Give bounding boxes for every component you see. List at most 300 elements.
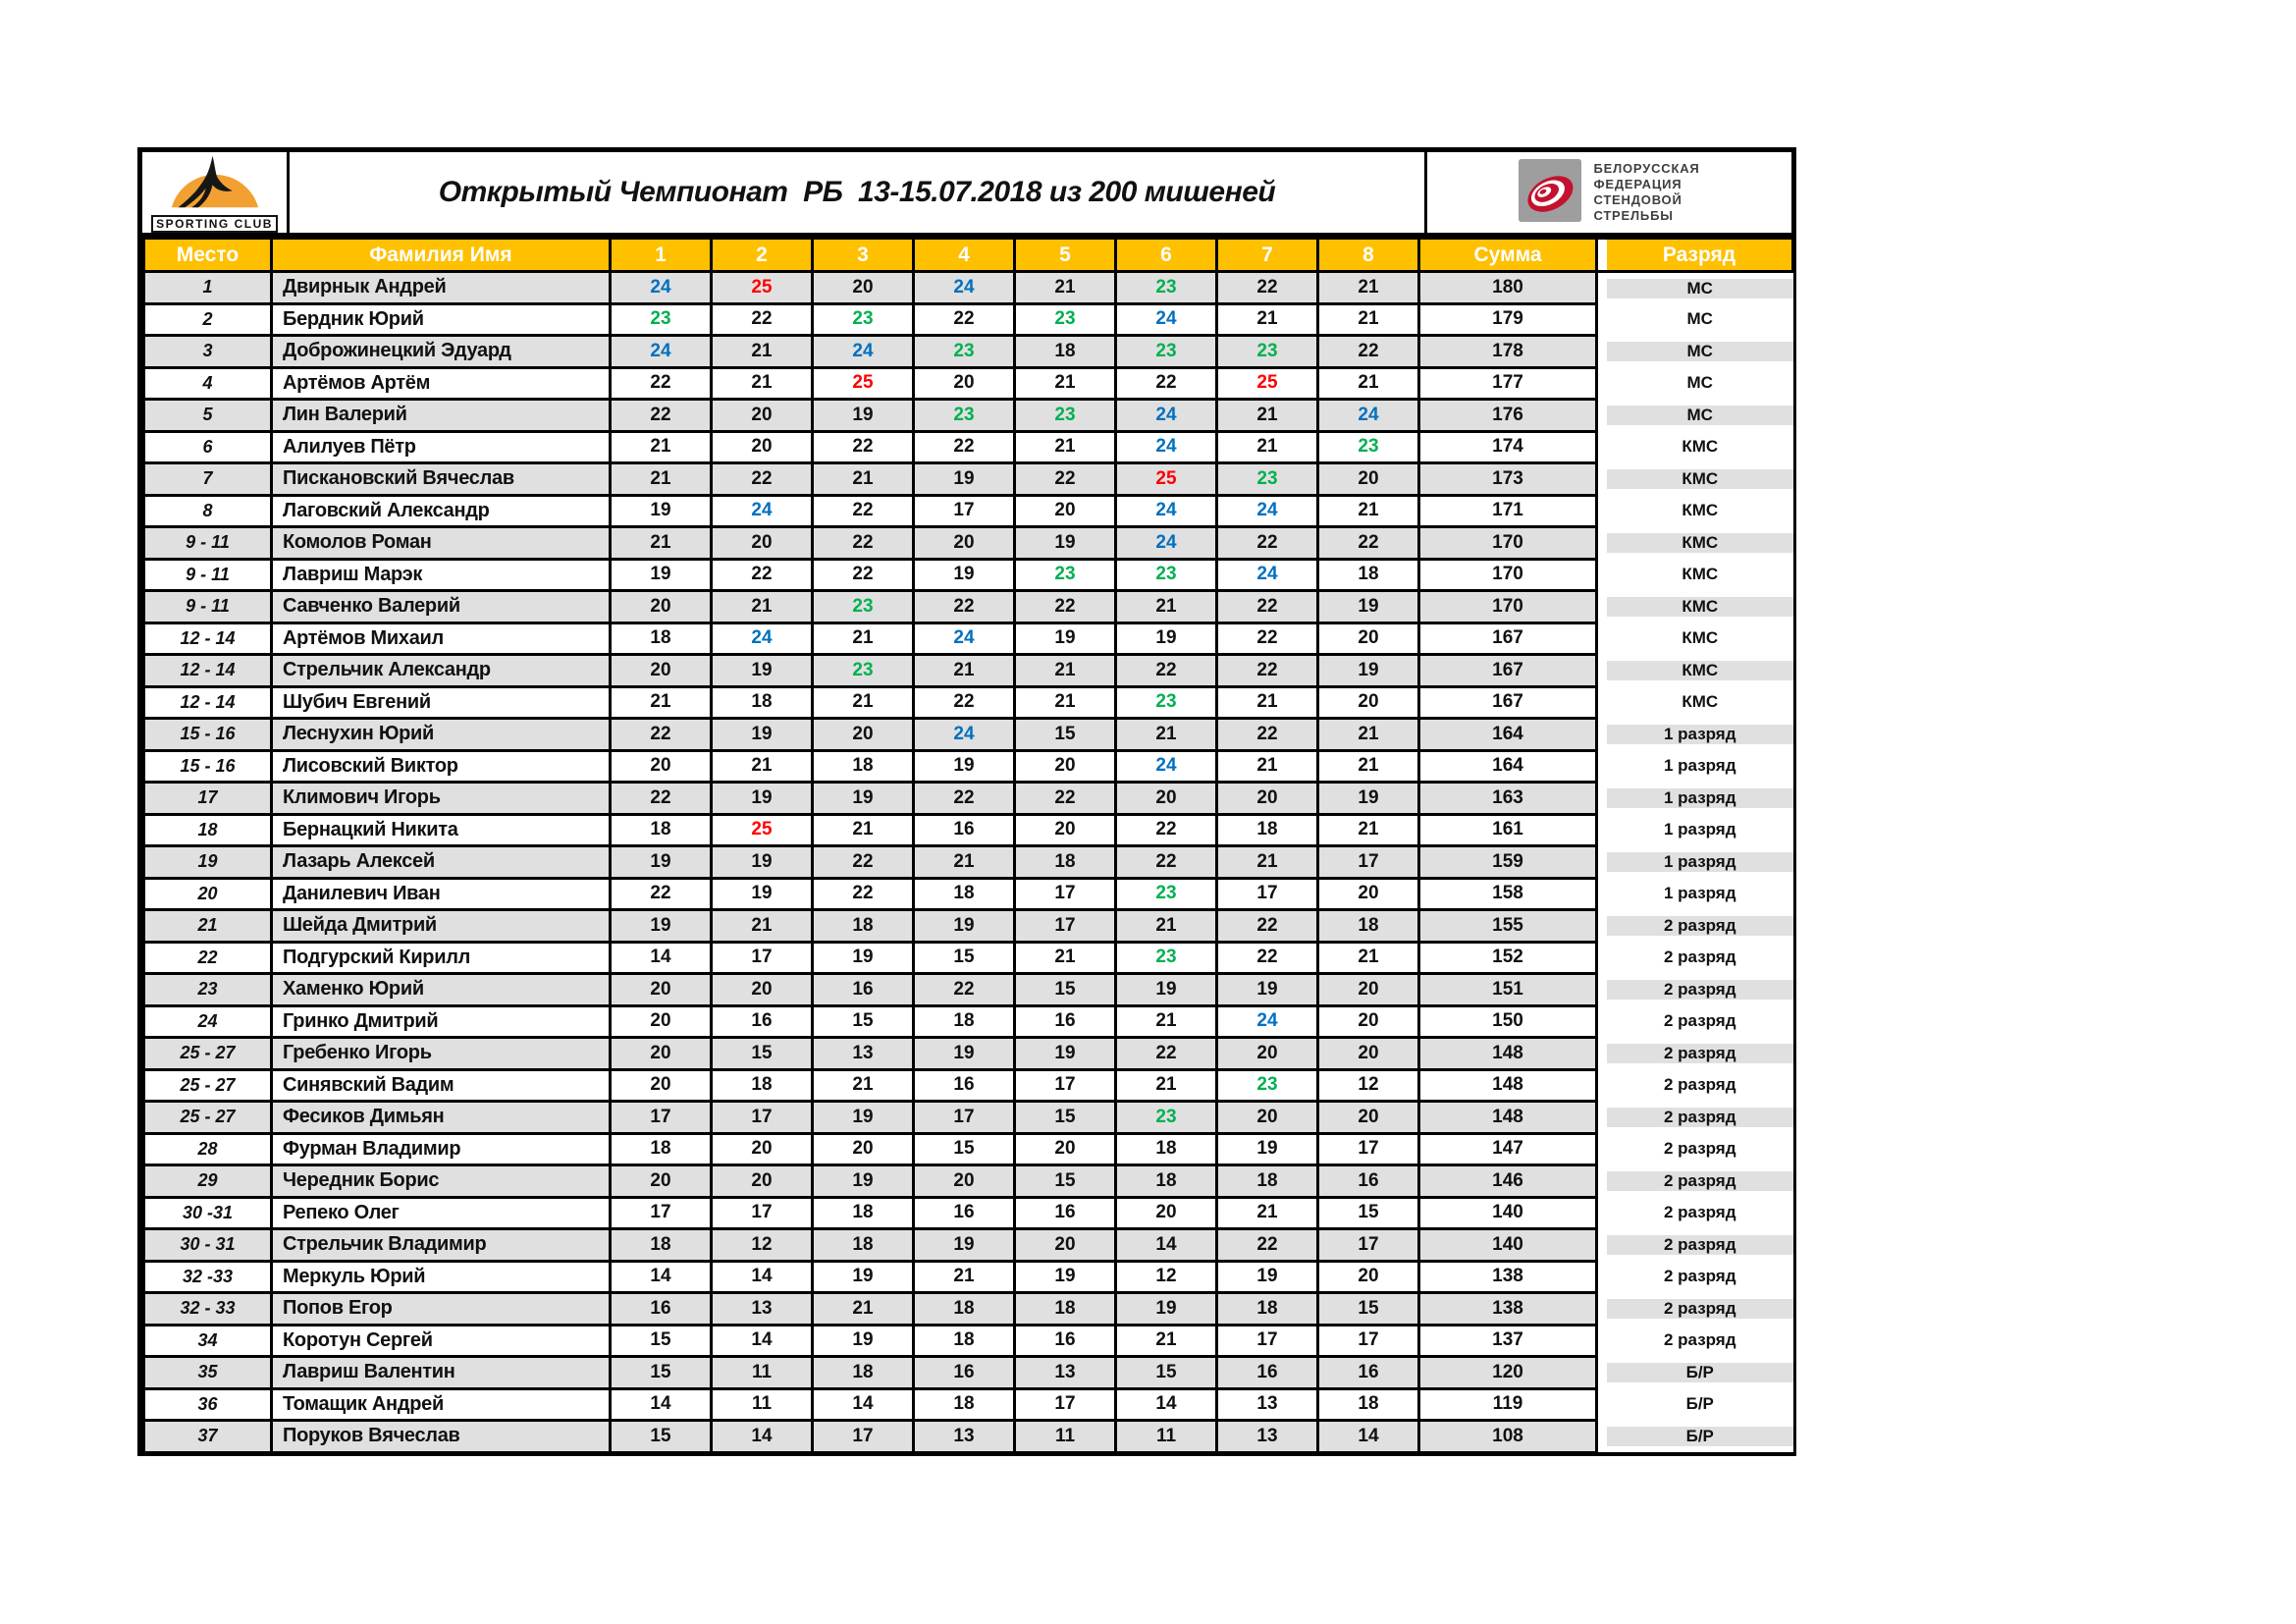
table-header-row [144, 239, 1793, 272]
sum-cell: 163 [1419, 783, 1597, 815]
header-banner [142, 152, 1791, 237]
score-cell: 18 [914, 1005, 1015, 1038]
sum-cell: 159 [1419, 846, 1597, 879]
score-cell: 19 [1217, 974, 1318, 1006]
rank-badge: 2 разряд [1607, 1108, 1793, 1127]
score-cell: 22 [1217, 272, 1318, 304]
score-cell: 18 [1318, 910, 1419, 943]
score-cell: 17 [712, 942, 813, 974]
score-cell: 18 [1318, 559, 1419, 591]
score-cell: 23 [1116, 272, 1217, 304]
score-cell: 23 [914, 336, 1015, 368]
score-cell: 23 [1217, 1069, 1318, 1102]
score-cell: 21 [712, 367, 813, 400]
federation-line: БЕЛОРУССКАЯ [1593, 160, 1700, 176]
place-cell: 8 [144, 495, 272, 527]
score-cell: 12 [712, 1229, 813, 1262]
score-cell: 18 [1015, 336, 1116, 368]
name-cell: Гребенко Игорь [272, 1038, 611, 1070]
sum-cell: 176 [1419, 400, 1597, 432]
score-cell: 17 [914, 1102, 1015, 1134]
score-cell: 14 [611, 1261, 712, 1293]
rank-cell [1597, 431, 1793, 463]
rank-badge: 1 разряд [1607, 756, 1793, 776]
score-cell: 23 [813, 591, 914, 623]
score-cell: 22 [1015, 591, 1116, 623]
rank-badge: КМС [1607, 533, 1793, 553]
rank-cell [1597, 463, 1793, 496]
name-cell: Стрельчик Владимир [272, 1229, 611, 1262]
table-row [144, 367, 1793, 400]
rank-badge: МС [1607, 342, 1793, 361]
score-cell: 18 [611, 814, 712, 846]
score-cell: 22 [1217, 719, 1318, 751]
score-cell: 19 [914, 559, 1015, 591]
col-header-name: Фамилия Имя [272, 239, 611, 272]
score-cell: 21 [1116, 1325, 1217, 1357]
table-row [144, 655, 1793, 687]
score-cell: 18 [914, 878, 1015, 910]
score-cell: 20 [611, 974, 712, 1006]
score-cell: 15 [1015, 974, 1116, 1006]
score-cell: 21 [914, 1261, 1015, 1293]
score-cell: 16 [914, 1357, 1015, 1389]
score-cell: 19 [813, 942, 914, 974]
score-cell: 20 [1318, 463, 1419, 496]
score-cell: 24 [1217, 495, 1318, 527]
sum-cell: 158 [1419, 878, 1597, 910]
score-cell: 21 [914, 655, 1015, 687]
table-row [144, 1357, 1793, 1389]
score-cell: 11 [712, 1357, 813, 1389]
sum-cell: 170 [1419, 527, 1597, 560]
table-row [144, 623, 1793, 655]
rank-badge: КМС [1607, 469, 1793, 489]
score-cell: 23 [914, 400, 1015, 432]
rank-badge: 2 разряд [1607, 1139, 1793, 1159]
rank-badge: Б/Р [1607, 1394, 1793, 1414]
score-cell: 22 [712, 303, 813, 336]
score-cell: 11 [712, 1388, 813, 1421]
score-cell: 20 [1116, 1197, 1217, 1229]
sum-cell: 148 [1419, 1102, 1597, 1134]
sum-cell: 120 [1419, 1357, 1597, 1389]
score-cell: 24 [914, 272, 1015, 304]
score-cell: 18 [813, 750, 914, 783]
federation-name [1593, 161, 1699, 225]
place-cell: 5 [144, 400, 272, 432]
sum-cell: 164 [1419, 750, 1597, 783]
sum-cell: 174 [1419, 431, 1597, 463]
score-cell: 22 [611, 878, 712, 910]
score-cell: 17 [914, 495, 1015, 527]
score-cell: 22 [1217, 655, 1318, 687]
table-row [144, 1388, 1793, 1421]
score-cell: 20 [1318, 686, 1419, 719]
score-cell: 21 [813, 623, 914, 655]
score-cell: 14 [712, 1261, 813, 1293]
score-cell: 21 [1116, 1069, 1217, 1102]
place-cell: 37 [144, 1421, 272, 1453]
sum-cell: 140 [1419, 1229, 1597, 1262]
score-cell: 21 [1217, 846, 1318, 879]
score-cell: 17 [712, 1197, 813, 1229]
score-cell: 18 [712, 686, 813, 719]
score-cell: 20 [914, 1165, 1015, 1198]
name-cell: Хаменко Юрий [272, 974, 611, 1006]
score-cell: 20 [1217, 783, 1318, 815]
place-cell: 17 [144, 783, 272, 815]
table-row [144, 303, 1793, 336]
score-cell: 20 [712, 1165, 813, 1198]
score-cell: 21 [1318, 942, 1419, 974]
score-cell: 18 [1116, 1133, 1217, 1165]
score-cell: 17 [1015, 910, 1116, 943]
table-row [144, 750, 1793, 783]
score-cell: 21 [1318, 719, 1419, 751]
score-cell: 24 [914, 623, 1015, 655]
score-cell: 21 [914, 846, 1015, 879]
score-cell: 25 [1217, 367, 1318, 400]
title-cell [290, 152, 1424, 233]
score-cell: 22 [1015, 463, 1116, 496]
score-cell: 17 [1015, 1069, 1116, 1102]
score-cell: 14 [1318, 1421, 1419, 1453]
table-row [144, 1421, 1793, 1453]
rank-cell [1597, 623, 1793, 655]
score-cell: 21 [1217, 303, 1318, 336]
score-cell: 17 [813, 1421, 914, 1453]
results-table [142, 237, 1794, 1454]
rank-badge: Б/Р [1607, 1427, 1793, 1446]
rank-badge: 1 разряд [1607, 725, 1793, 744]
name-cell: Артёмов Михаил [272, 623, 611, 655]
score-cell: 19 [1015, 623, 1116, 655]
score-cell: 23 [1318, 431, 1419, 463]
score-cell: 22 [1318, 336, 1419, 368]
score-cell: 11 [1116, 1421, 1217, 1453]
score-cell: 12 [1318, 1069, 1419, 1102]
sum-cell: 119 [1419, 1388, 1597, 1421]
score-cell: 17 [1217, 878, 1318, 910]
score-cell: 21 [1318, 814, 1419, 846]
table-row [144, 1005, 1793, 1038]
name-cell: Шубич Евгений [272, 686, 611, 719]
rank-cell [1597, 559, 1793, 591]
score-cell: 24 [1116, 495, 1217, 527]
score-cell: 24 [1217, 1005, 1318, 1038]
rank-cell [1597, 1197, 1793, 1229]
table-row [144, 495, 1793, 527]
name-cell: Стрельчик Александр [272, 655, 611, 687]
score-cell: 19 [1217, 1133, 1318, 1165]
sum-cell: 147 [1419, 1133, 1597, 1165]
rank-cell [1597, 1388, 1793, 1421]
score-cell: 23 [1015, 400, 1116, 432]
rank-cell [1597, 1293, 1793, 1326]
score-cell: 18 [1015, 846, 1116, 879]
score-cell: 20 [1318, 1005, 1419, 1038]
score-cell: 22 [813, 559, 914, 591]
score-cell: 13 [914, 1421, 1015, 1453]
rank-cell [1597, 272, 1793, 304]
table-row [144, 1069, 1793, 1102]
score-cell: 18 [813, 1197, 914, 1229]
name-cell: Данилевич Иван [272, 878, 611, 910]
place-cell: 30 -31 [144, 1197, 272, 1229]
sum-cell: 148 [1419, 1069, 1597, 1102]
table-row [144, 1133, 1793, 1165]
rank-badge: КМС [1607, 597, 1793, 617]
federation-line: СТЕНДОВОЙ [1593, 192, 1682, 207]
place-cell: 20 [144, 878, 272, 910]
place-cell: 9 - 11 [144, 527, 272, 560]
sum-cell: 170 [1419, 559, 1597, 591]
results-sheet [137, 147, 1796, 1456]
rank-cell [1597, 400, 1793, 432]
score-cell: 16 [712, 1005, 813, 1038]
name-cell: Фесиков Димьян [272, 1102, 611, 1134]
place-cell: 3 [144, 336, 272, 368]
name-cell: Климович Игорь [272, 783, 611, 815]
score-cell: 18 [813, 910, 914, 943]
col-header-round2: 2 [712, 239, 813, 272]
rank-cell [1597, 303, 1793, 336]
score-cell: 19 [712, 878, 813, 910]
score-cell: 19 [914, 750, 1015, 783]
score-cell: 22 [1217, 623, 1318, 655]
rank-badge: КМС [1607, 692, 1793, 712]
name-cell: Савченко Валерий [272, 591, 611, 623]
score-cell: 20 [712, 431, 813, 463]
rank-cell [1597, 591, 1793, 623]
score-cell: 23 [1116, 686, 1217, 719]
place-cell: 36 [144, 1388, 272, 1421]
name-cell: Леснухин Юрий [272, 719, 611, 751]
score-cell: 21 [1217, 431, 1318, 463]
score-cell: 20 [1015, 495, 1116, 527]
score-cell: 23 [1217, 336, 1318, 368]
score-cell: 21 [813, 814, 914, 846]
score-cell: 23 [1116, 942, 1217, 974]
table-row [144, 400, 1793, 432]
rank-cell [1597, 1261, 1793, 1293]
score-cell: 18 [1217, 1293, 1318, 1326]
place-cell: 18 [144, 814, 272, 846]
score-cell: 21 [611, 431, 712, 463]
name-cell: Лазарь Алексей [272, 846, 611, 879]
table-row [144, 1261, 1793, 1293]
score-cell: 23 [1116, 559, 1217, 591]
score-cell: 22 [1217, 942, 1318, 974]
rank-badge: 2 разряд [1607, 1267, 1793, 1286]
score-cell: 18 [611, 623, 712, 655]
score-cell: 22 [914, 431, 1015, 463]
col-header-sum: Сумма [1419, 239, 1597, 272]
col-header-round8: 8 [1318, 239, 1419, 272]
score-cell: 21 [611, 463, 712, 496]
score-cell: 20 [611, 655, 712, 687]
rank-badge: 2 разряд [1607, 1044, 1793, 1063]
score-cell: 21 [1318, 367, 1419, 400]
table-row [144, 1325, 1793, 1357]
score-cell: 21 [712, 591, 813, 623]
score-cell: 16 [914, 1197, 1015, 1229]
score-cell: 20 [813, 719, 914, 751]
score-cell: 15 [914, 942, 1015, 974]
rank-badge: Б/Р [1607, 1363, 1793, 1382]
col-header-round4: 4 [914, 239, 1015, 272]
rank-badge: 1 разряд [1607, 852, 1793, 872]
sum-cell: 146 [1419, 1165, 1597, 1198]
score-cell: 17 [1318, 1229, 1419, 1262]
rank-badge: КМС [1607, 628, 1793, 648]
score-cell: 21 [1217, 400, 1318, 432]
score-cell: 23 [1015, 303, 1116, 336]
score-cell: 18 [1217, 814, 1318, 846]
score-cell: 19 [611, 846, 712, 879]
rank-cell [1597, 1325, 1793, 1357]
score-cell: 18 [914, 1325, 1015, 1357]
score-cell: 22 [813, 527, 914, 560]
score-cell: 23 [813, 303, 914, 336]
score-cell: 18 [1318, 1388, 1419, 1421]
score-cell: 21 [1318, 750, 1419, 783]
score-cell: 21 [712, 336, 813, 368]
score-cell: 20 [712, 1133, 813, 1165]
table-row [144, 463, 1793, 496]
rank-badge: 2 разряд [1607, 1171, 1793, 1191]
score-cell: 14 [1116, 1388, 1217, 1421]
sporting-club-logo [142, 152, 290, 233]
score-cell: 25 [813, 367, 914, 400]
sum-cell: 173 [1419, 463, 1597, 496]
score-cell: 14 [712, 1325, 813, 1357]
rank-badge: МС [1607, 279, 1793, 298]
score-cell: 20 [1318, 974, 1419, 1006]
table-row [144, 336, 1793, 368]
name-cell: Пискановский Вячеслав [272, 463, 611, 496]
score-cell: 21 [1015, 655, 1116, 687]
score-cell: 24 [611, 272, 712, 304]
rank-badge: 1 разряд [1607, 884, 1793, 903]
score-cell: 15 [1318, 1197, 1419, 1229]
score-cell: 20 [611, 1005, 712, 1038]
place-cell: 9 - 11 [144, 559, 272, 591]
sporting-club-label: SPORTING CLUB [151, 215, 278, 233]
rank-cell [1597, 367, 1793, 400]
rank-cell [1597, 1357, 1793, 1389]
score-cell: 24 [1116, 527, 1217, 560]
score-cell: 22 [1318, 527, 1419, 560]
name-cell: Поруков Вячеслав [272, 1421, 611, 1453]
score-cell: 22 [1116, 367, 1217, 400]
score-cell: 18 [1116, 1165, 1217, 1198]
score-cell: 21 [1015, 367, 1116, 400]
score-cell: 22 [813, 431, 914, 463]
sum-cell: 140 [1419, 1197, 1597, 1229]
place-cell: 15 - 16 [144, 719, 272, 751]
rank-cell [1597, 910, 1793, 943]
rank-badge: МС [1607, 309, 1793, 329]
score-cell: 22 [813, 495, 914, 527]
score-cell: 16 [1318, 1165, 1419, 1198]
name-cell: Бернацкий Никита [272, 814, 611, 846]
score-cell: 24 [914, 719, 1015, 751]
score-cell: 18 [914, 1388, 1015, 1421]
sporting-club-icon [164, 154, 266, 214]
score-cell: 20 [1217, 1038, 1318, 1070]
sum-cell: 151 [1419, 974, 1597, 1006]
score-cell: 19 [1318, 655, 1419, 687]
score-cell: 17 [1217, 1325, 1318, 1357]
col-header-place: Место [144, 239, 272, 272]
place-cell: 35 [144, 1357, 272, 1389]
score-cell: 16 [1015, 1197, 1116, 1229]
score-cell: 19 [1217, 1261, 1318, 1293]
col-header-round7: 7 [1217, 239, 1318, 272]
score-cell: 22 [1217, 527, 1318, 560]
score-cell: 22 [914, 974, 1015, 1006]
score-cell: 19 [1318, 591, 1419, 623]
score-cell: 19 [712, 783, 813, 815]
table-row [144, 910, 1793, 943]
score-cell: 20 [914, 367, 1015, 400]
score-cell: 13 [1217, 1421, 1318, 1453]
place-cell: 1 [144, 272, 272, 304]
rank-badge: 2 разряд [1607, 980, 1793, 1000]
score-cell: 22 [611, 719, 712, 751]
score-cell: 19 [1116, 974, 1217, 1006]
score-cell: 21 [1116, 910, 1217, 943]
score-cell: 20 [914, 527, 1015, 560]
score-cell: 25 [712, 814, 813, 846]
rank-cell [1597, 783, 1793, 815]
score-cell: 24 [712, 495, 813, 527]
name-cell: Гринко Дмитрий [272, 1005, 611, 1038]
place-cell: 15 - 16 [144, 750, 272, 783]
table-row [144, 974, 1793, 1006]
score-cell: 13 [813, 1038, 914, 1070]
score-cell: 19 [813, 1102, 914, 1134]
sum-cell: 178 [1419, 336, 1597, 368]
score-cell: 15 [1116, 1357, 1217, 1389]
name-cell: Шейда Дмитрий [272, 910, 611, 943]
name-cell: Попов Егор [272, 1293, 611, 1326]
rank-cell [1597, 974, 1793, 1006]
rank-badge: 2 разряд [1607, 1299, 1793, 1319]
score-cell: 20 [1015, 1229, 1116, 1262]
name-cell: Подгурский Кирилл [272, 942, 611, 974]
score-cell: 20 [1116, 783, 1217, 815]
score-cell: 20 [611, 1069, 712, 1102]
score-cell: 20 [1318, 878, 1419, 910]
score-cell: 22 [813, 846, 914, 879]
table-row [144, 1165, 1793, 1198]
score-cell: 18 [914, 1293, 1015, 1326]
rank-cell [1597, 1102, 1793, 1134]
table-row [144, 783, 1793, 815]
score-cell: 18 [712, 1069, 813, 1102]
score-cell: 20 [813, 272, 914, 304]
place-cell: 25 - 27 [144, 1038, 272, 1070]
sum-cell: 167 [1419, 686, 1597, 719]
table-row [144, 686, 1793, 719]
score-cell: 17 [1015, 878, 1116, 910]
score-cell: 21 [1116, 591, 1217, 623]
name-cell: Лавриш Валентин [272, 1357, 611, 1389]
sum-cell: 180 [1419, 272, 1597, 304]
